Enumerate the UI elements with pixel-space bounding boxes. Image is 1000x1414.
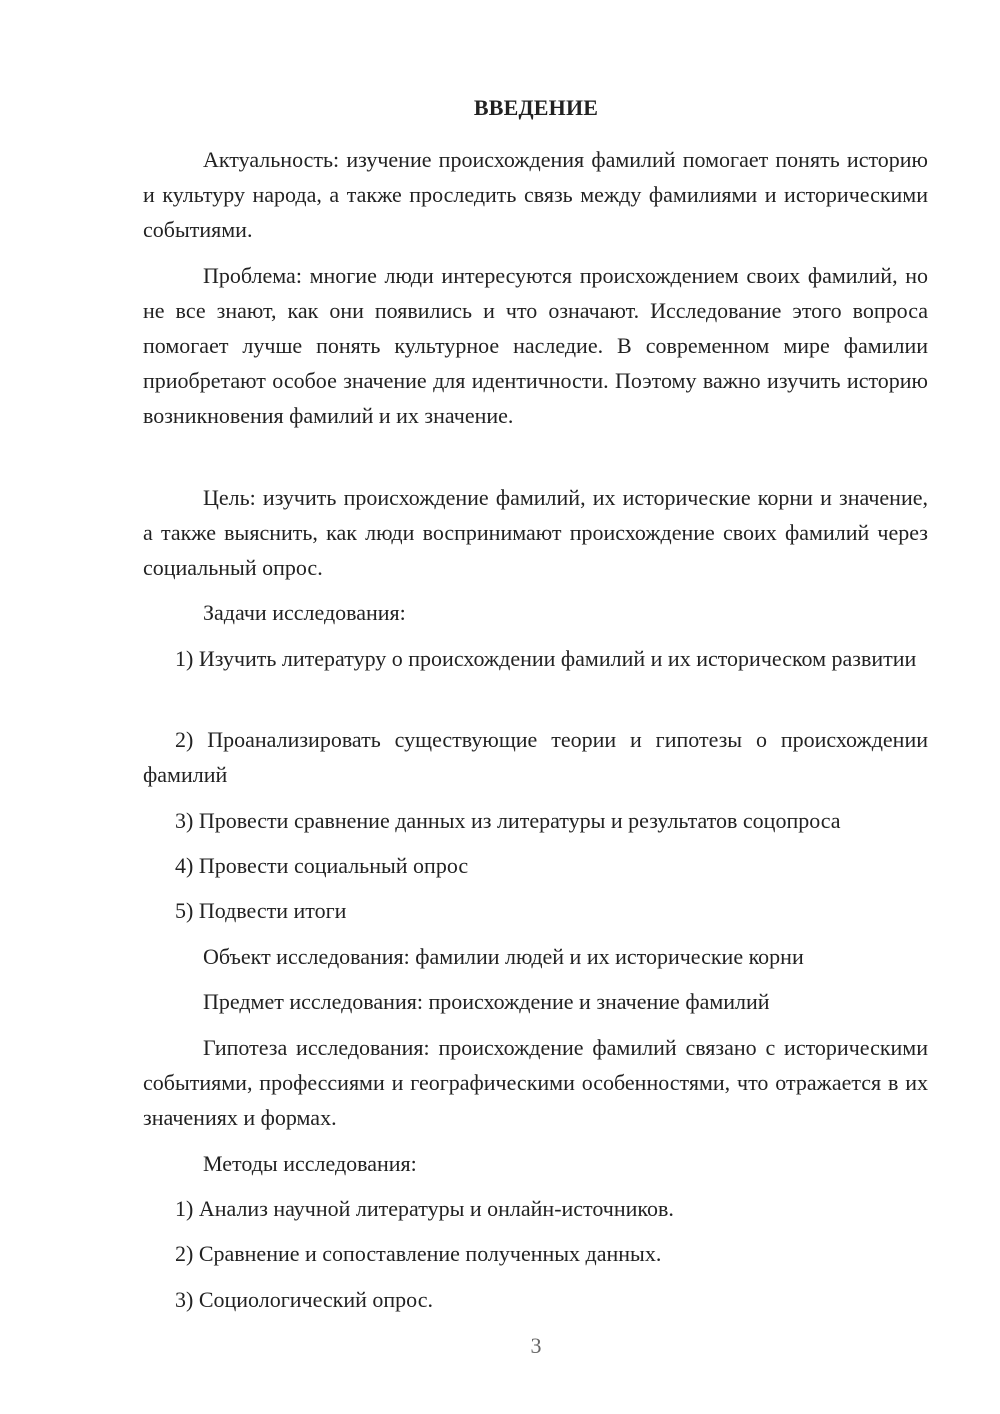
task-item-4: 4) Провести социальный опрос — [175, 853, 469, 878]
method-item-2: 2) Сравнение и сопоставление полученных данных. — [175, 1241, 662, 1266]
relevance-paragraph: Актуальность: изучение происхождения фамилий помогает понять историю и культуру народа, а также проследить связь между фамилиями и историческими событиями. — [143, 147, 928, 242]
page-number: 3 — [530, 1333, 542, 1358]
problem-paragraph: Проблема: многие люди интересуются происхождением своих фамилий, но не все знают, как они появились и что означают. Исследование этого вопроса помогает лучше понять культурное наследие. В современном мире фамилии приобретают особое значение для идентичности. Поэтому важно изучить историю возникновения фамилий и их значение. — [143, 263, 928, 428]
page-title: ВВЕДЕНИЕ — [473, 95, 599, 120]
task-item-5: 5) Подвести итоги — [175, 898, 347, 923]
task-item-1: 1) Изучить литературу о происхождении фамилий и их историческом развитии — [175, 646, 917, 671]
method-item-3: 3) Социологический опрос. — [175, 1287, 433, 1312]
goal-paragraph: Цель: изучить происхождение фамилий, их исторические корни и значение, а также выяснить, как люди воспринимают происхождение своих фамилий через социальный опрос. — [143, 485, 928, 580]
tasks-heading: Задачи исследования: — [203, 600, 406, 625]
subject-paragraph: Предмет исследования: происхождение и значение фамилий — [203, 989, 770, 1014]
task-item-3: 3) Провести сравнение данных из литературы и результатов соцопроса — [175, 808, 841, 833]
hypothesis-paragraph: Гипотеза исследования: происхождение фамилий связано с историческими событиями, профессиями и географическими особенностями, что отражается в их значениях и формах. — [143, 1035, 928, 1130]
task-item-2: 2) Проанализировать существующие теории и гипотезы о происхождении фамилий — [143, 727, 928, 787]
object-paragraph: Объект исследования: фамилии людей и их исторические корни — [203, 944, 804, 969]
method-item-1: 1) Анализ научной литературы и онлайн-источников. — [175, 1196, 674, 1221]
methods-heading: Методы исследования: — [203, 1151, 417, 1176]
